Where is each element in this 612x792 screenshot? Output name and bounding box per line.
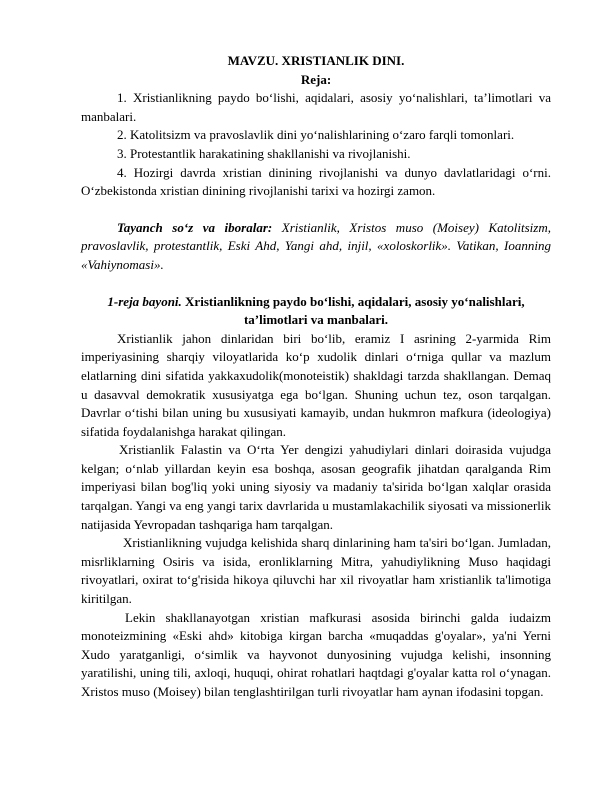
key-terms [81, 219, 551, 275]
plan-list [81, 89, 551, 201]
paragraph-2: Xristianlik Falastin va O‘rta Yer dengizi yahudiylari dinlari doirasida vujudga kelgan; o‘nlab yillardan keyin esa boshqa, asosan geografik jihatdan qaralganda Rim imperiyasi bilan bog'liq yoki uning siyosiy va madaniy ta'sirida bo‘lgan xalqlar orasida tarqalgan. Yangi va eng yangi tarix davrlarida u mustamlakachilik siyosati va missionerlik natijasida Yevropadan tashqariga ham tarqalgan. [81, 442, 551, 532]
document-title: MAVZU. XRISTIANLIK DINI. [227, 53, 405, 68]
plan-item-3: 3. Protestantlik harakatining shakllanishi va rivojlanishi. [117, 145, 411, 161]
paragraph-4: Lekin shakllanayotgan xristian mafkurasi asosida birinchi galda iudaizm monoteizmining «Eski ahd» kitobiga kirgan barcha «muqaddas g'oyalar», ya'ni Yerni Xudo yaratganligi, o‘simlik va hayvonot dunyosining vujudga kelishi, insonning yaratilishi, uning tili, axloqi, huquqi, ohirat rohatlari haqtdagi g'oyalar katta rol o‘ynagan. Xristos muso (Moisey) bilan tenglashtirilgan turli rivoyatlar ham aynan ifodasini topgan. [81, 609, 551, 699]
key-terms-label: Tayanch so‘z va iboralar: [117, 219, 273, 235]
spacer [81, 201, 551, 219]
section-heading [81, 293, 551, 330]
section-label: 1-reja bayoni. [107, 293, 182, 309]
plan-item-4: 4. Hozirgi davrda xristian dinining rivojlanishi va dunyo davlatlaridagi o‘rni. O‘zbekistonda xristian dinining rivojlanishi tarixi va hozirgi zamon. [81, 164, 551, 199]
section-title: Xristianlikning paydo bo‘lishi, aqidalari, asosiy yo‘nalishlari, ta’limotlari va manbalari. [181, 293, 525, 328]
plan-label: Reja: [300, 71, 332, 87]
paragraph-1: Xristianlik jahon dinlaridan biri bo‘lib, eramiz I asrining 2-yarmida Rim imperiyasining sharqiy viloyatlarida ko‘p xudolik dinlari o‘rniga qullar va mazlum elatlarning dini sifatida yakkaxudolik(monoteistik) shakldagi tarzda shakllangan. Demaq u dasavval demokratik xususiyatga ega bo‘lgan. Shuning uchun tez, oson tarqalgan. Davrlar o‘tishi bilan uning bu xususiyati kamayib, undan hukmron mafkura (ideologiya) sifatida foydalanishga harakat qilingan. [81, 330, 551, 439]
spacer [81, 275, 551, 293]
key-terms-text: Xristianlik, Xristos muso (Moisey) Katolitsizm, pravoslavlik, protestantlik, Eski Ahd, Yangi ahd, injil, «xoloskorlik». Vatikan, Ioanning «Vahiynomasi». [81, 219, 551, 272]
paragraph-3: Xristianlikning vujudga kelishida sharq dinlarining ham ta'siri bo‘lgan. Jumladan, misrliklarning Osiris va isida, eronliklarning Mitra, yahudiylikning Muso haqidagi rivoyatlari, oxirat to‘g'risida hikoya qiluvchi har xil rivoyatlar ham xristianlik ta'limotiga kiritilgan. [81, 535, 551, 607]
plan-item-2: 2. Katolitsizm va pravoslavlik dini yo‘nalishlarining o‘zaro farqli tomonlari. [117, 127, 515, 143]
plan-item-1: 1. Xristianlikning paydo bo‘lishi, aqidalari, asosiy yo‘nalishlari, ta’limotlari va manbalari. [81, 90, 551, 124]
